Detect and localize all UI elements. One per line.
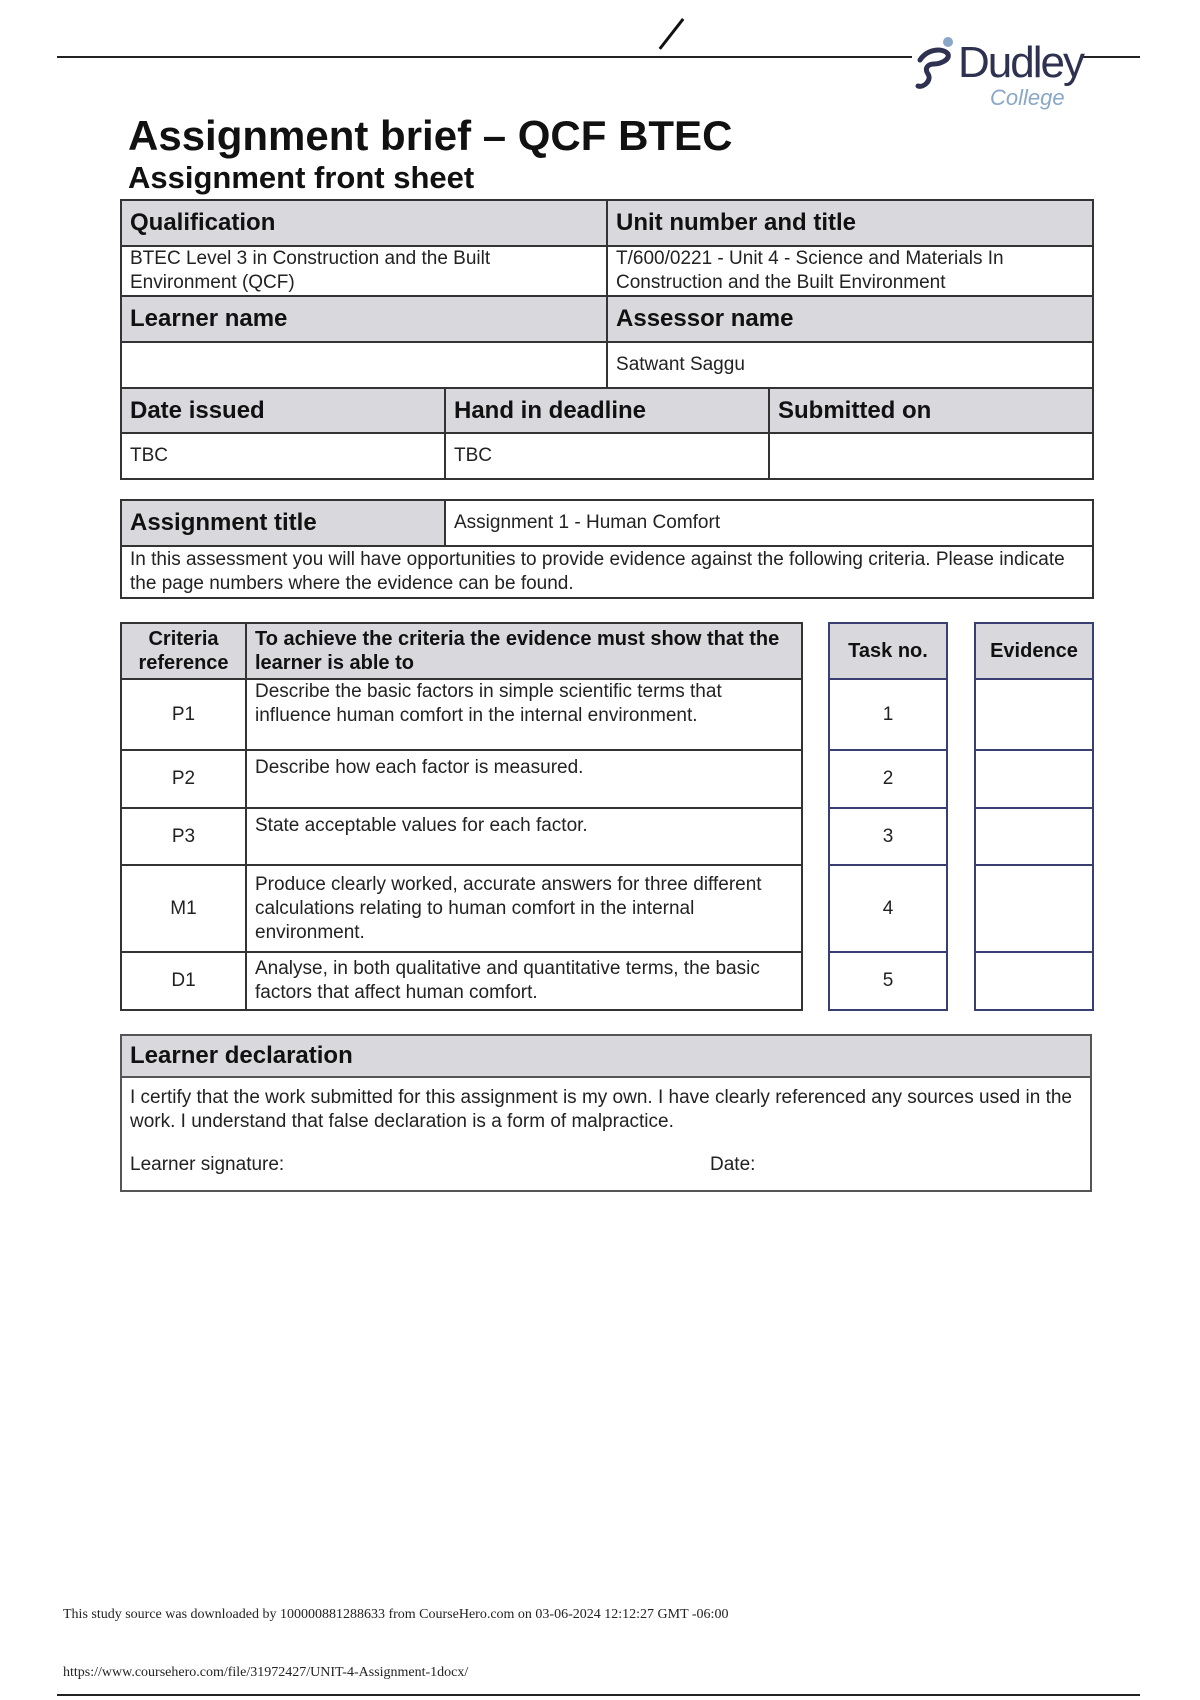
criteria-desc: Describe how each factor is measured.	[246, 750, 802, 808]
unit-label: Unit number and title	[607, 200, 1093, 246]
task-number: 3	[829, 808, 947, 865]
evidence-field[interactable]	[975, 865, 1093, 952]
bottom-rule	[57, 1694, 1140, 1696]
qualification-label: Qualification	[121, 200, 607, 246]
task-header: Task no.	[829, 623, 947, 679]
assignment-title-value: Assignment 1 - Human Comfort	[445, 500, 1093, 546]
criteria-desc: Describe the basic factors in simple scientific terms that influence human comfort in the internal environment.	[246, 679, 802, 750]
learner-signature-label: Learner signature:	[130, 1154, 285, 1175]
assessor-name-label: Assessor name	[607, 296, 1093, 342]
evidence-field[interactable]	[975, 952, 1093, 1010]
task-number: 2	[829, 750, 947, 808]
declaration-text: I certify that the work submitted for this assignment is my own. I have clearly referenced any sources used in the work. I understand that false declaration is a form of malpractice.	[130, 1087, 1072, 1132]
evidence-field[interactable]	[975, 679, 1093, 750]
deadline-label: Hand in deadline	[445, 388, 769, 433]
declaration-heading: Learner declaration	[122, 1036, 1090, 1078]
declaration-date-label: Date:	[710, 1154, 756, 1175]
criteria-desc: Analyse, in both qualitative and quantitative terms, the basic factors that affect human comfort.	[246, 952, 802, 1010]
learner-declaration	[120, 1034, 1092, 1192]
submitted-label: Submitted on	[769, 388, 1093, 433]
criteria-desc: State acceptable values for each factor.	[246, 808, 802, 865]
assignment-instructions: In this assessment you will have opportunities to provide evidence against the following criteria. Please indicate the page numbers where the evidence can be found.	[121, 546, 1093, 598]
evidence-header: Evidence	[975, 623, 1093, 679]
criteria-desc-header: To achieve the criteria the evidence must show that the learner is able to	[246, 623, 802, 679]
criteria-ref: D1	[121, 952, 246, 1010]
pen-tick-mark	[659, 18, 685, 50]
assignment-title-label: Assignment title	[121, 500, 445, 546]
learner-name-label: Learner name	[121, 296, 607, 342]
criteria-table	[120, 622, 803, 1011]
evidence-field[interactable]	[975, 808, 1093, 865]
task-number: 5	[829, 952, 947, 1010]
assignment-title-table	[120, 499, 1094, 599]
assignment-info-table	[120, 199, 1094, 480]
page-subtitle: Assignment front sheet	[128, 160, 475, 195]
task-number: 1	[829, 679, 947, 750]
task-number: 4	[829, 865, 947, 952]
submitted-on-field[interactable]	[769, 433, 1093, 479]
criteria-desc: Produce clearly worked, accurate answers for three different calculations relating to human comfort in the internal environment.	[246, 865, 802, 952]
criteria-ref: P2	[121, 750, 246, 808]
qualification-value: BTEC Level 3 in Construction and the Built Environment (QCF)	[121, 246, 607, 296]
page-title: Assignment brief – QCF BTEC	[128, 112, 733, 159]
deadline-value: TBC	[445, 433, 769, 479]
assessor-name-value: Satwant Saggu	[607, 342, 1093, 388]
criteria-ref: P1	[121, 679, 246, 750]
dudley-college-logo	[912, 30, 1082, 115]
learner-name-field[interactable]	[121, 342, 607, 388]
download-notice: This study source was downloaded by 100000881288633 from CourseHero.com on 03-06-2024 12:12:27 GMT -06:00	[63, 1607, 729, 1622]
task-number-table	[828, 622, 948, 1011]
source-url[interactable]: https://www.coursehero.com/file/31972427/UNIT-4-Assignment-1docx/	[63, 1665, 469, 1680]
criteria-ref-header: Criteria reference	[121, 623, 246, 679]
date-issued-label: Date issued	[121, 388, 445, 433]
logo-sub: College	[990, 85, 1065, 110]
criteria-ref: M1	[121, 865, 246, 952]
date-issued-value: TBC	[121, 433, 445, 479]
evidence-field[interactable]	[975, 750, 1093, 808]
unit-value: T/600/0221 - Unit 4 - Science and Materials In Construction and the Built Environment	[607, 246, 1093, 296]
evidence-table	[974, 622, 1094, 1011]
figure-icon	[914, 34, 958, 90]
logo-name: Dudley	[958, 38, 1083, 87]
criteria-ref: P3	[121, 808, 246, 865]
